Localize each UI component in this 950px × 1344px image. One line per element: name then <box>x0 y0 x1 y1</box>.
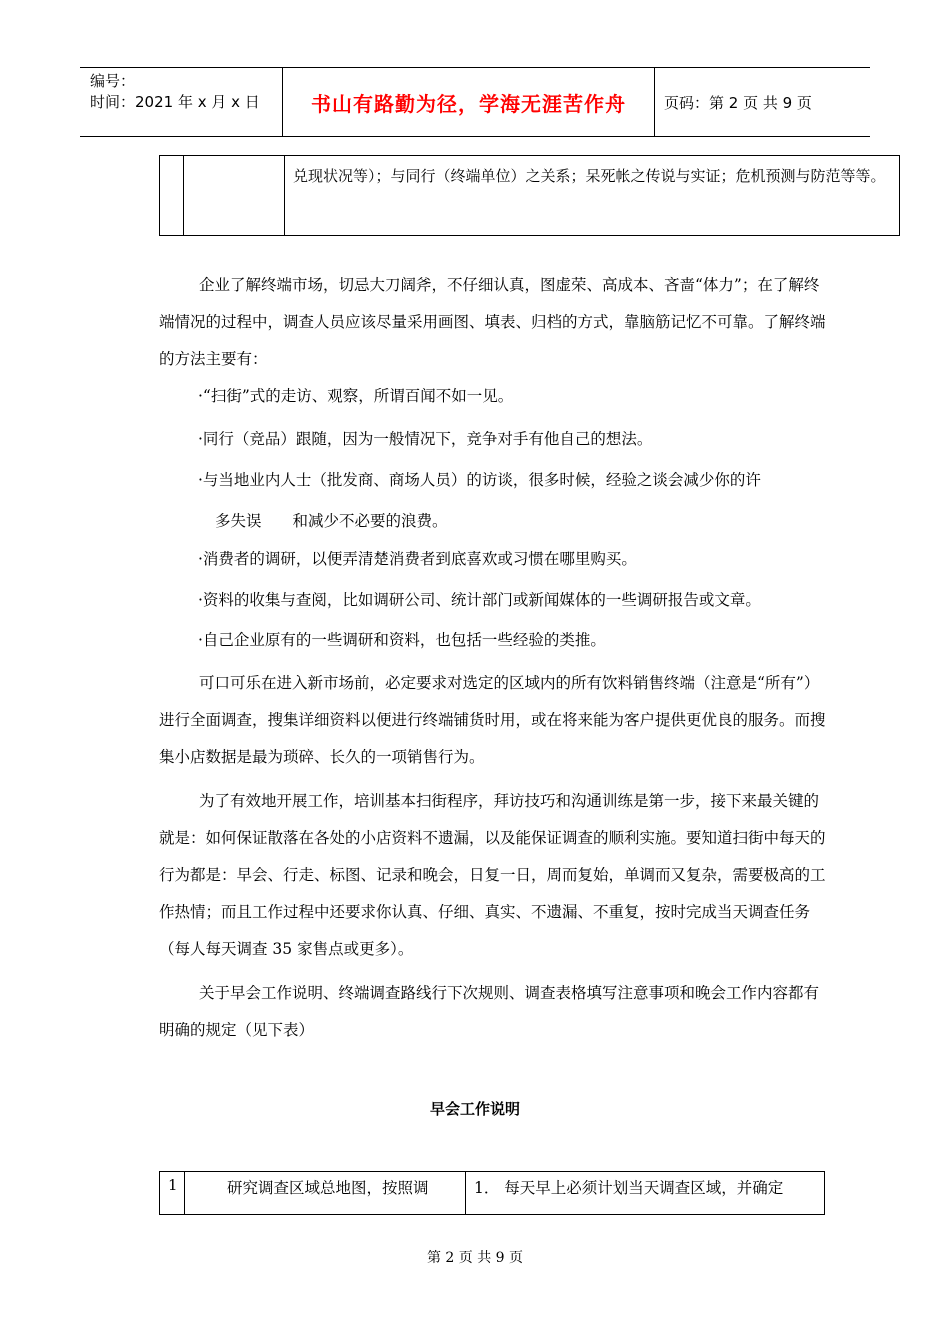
header-page-number: 页码：第 2 页 共 9 页 <box>664 93 812 112</box>
list-item-continuation: 多失误 和减少不必要的浪费。 <box>215 512 448 530</box>
list-item: ·自己企业原有的一些调研和资料，也包括一些经验的类推。 <box>198 631 606 649</box>
table-cell-detail: 1． 每天早上必须计划当天调查区域，并确定 <box>474 1179 784 1197</box>
page-header <box>80 67 870 137</box>
paragraph-work-process: 为了有效地开展工作，培训基本扫街程序，拜访技巧和沟通训练是第一步，接下来最关键的就是：如何保证散落在各处的小店资料不遗漏，以及能保证调查的顺利实施。要知道扫街中每天的行为都是：早会、行走、标图、记录和晚会，日复一日，周而复始，单调而又复杂，需要极高的工作热情；而且工作过程中还要求你认真、仔细、真实、不遗漏、不重复，按时完成当天调查任务（每人每天调查 35 家售点或更多）。 <box>159 792 826 958</box>
page-footer: 第 2 页 共 9 页 <box>426 1250 524 1266</box>
table-cell-number: 1 <box>160 1172 185 1214</box>
document-date: 时间：2021 年 x 月 x 日 <box>90 93 260 111</box>
paragraph-intro: 企业了解终端市场，切忌大刀阔斧，不仔细认真，图虚荣、高成本、吝啬“体力”；在了解终端情况的过程中，调查人员应该尽量采用画图、填表、归档的方式，靠脑筋记忆不可靠。了解终端的方法主要有： <box>159 276 826 368</box>
header-motto: 书山有路勤为径，学海无涯苦作舟 <box>283 68 655 136</box>
paragraph-coca-cola: 可口可乐在进入新市场前，必定要求对选定的区域内的所有饮料销售终端（注意是“所有”）进行全面调查，搜集详细资料以便进行终端铺货时用，或在将来能为客户提供更优良的服务。而搜集小店数据是最为琐碎、长久的一项销售行为。 <box>159 674 826 766</box>
table-cell-index <box>160 156 184 235</box>
list-item: ·消费者的调研，以便弄清楚消费者到底喜欢或习惯在哪里购买。 <box>198 550 637 568</box>
morning-meeting-table <box>159 1171 825 1215</box>
table-cell-content: 兑现状况等）；与同行（终端单位）之关系；呆死帐之传说与实证；危机预测与防范等等。 <box>293 167 886 185</box>
section-title: 早会工作说明 <box>429 1100 520 1118</box>
continuation-table <box>159 155 900 236</box>
list-item: ·同行（竞品）跟随，因为一般情况下，竞争对手有他自己的想法。 <box>198 430 653 448</box>
list-item: ·与当地业内人士（批发商、商场人员）的访谈，很多时候，经验之谈会减少你的许 <box>198 471 761 489</box>
table-cell-task: 研究调查区域总地图，按照调 <box>185 1172 466 1214</box>
paragraph-rules: 关于早会工作说明、终端调查路线行下次规则、调查表格填写注意事项和晚会工作内容都有明确的规定（见下表） <box>159 984 820 1039</box>
document-number-label: 编号： <box>90 72 136 90</box>
list-item: ·“扫街”式的走访、观察，所谓百闻不如一见。 <box>198 387 514 405</box>
header-meta <box>80 68 283 136</box>
list-item: ·资料的收集与查阅，比如调研公司、统计部门或新闻媒体的一些调研报告或文章。 <box>198 591 761 609</box>
table-cell-topic <box>184 156 285 235</box>
